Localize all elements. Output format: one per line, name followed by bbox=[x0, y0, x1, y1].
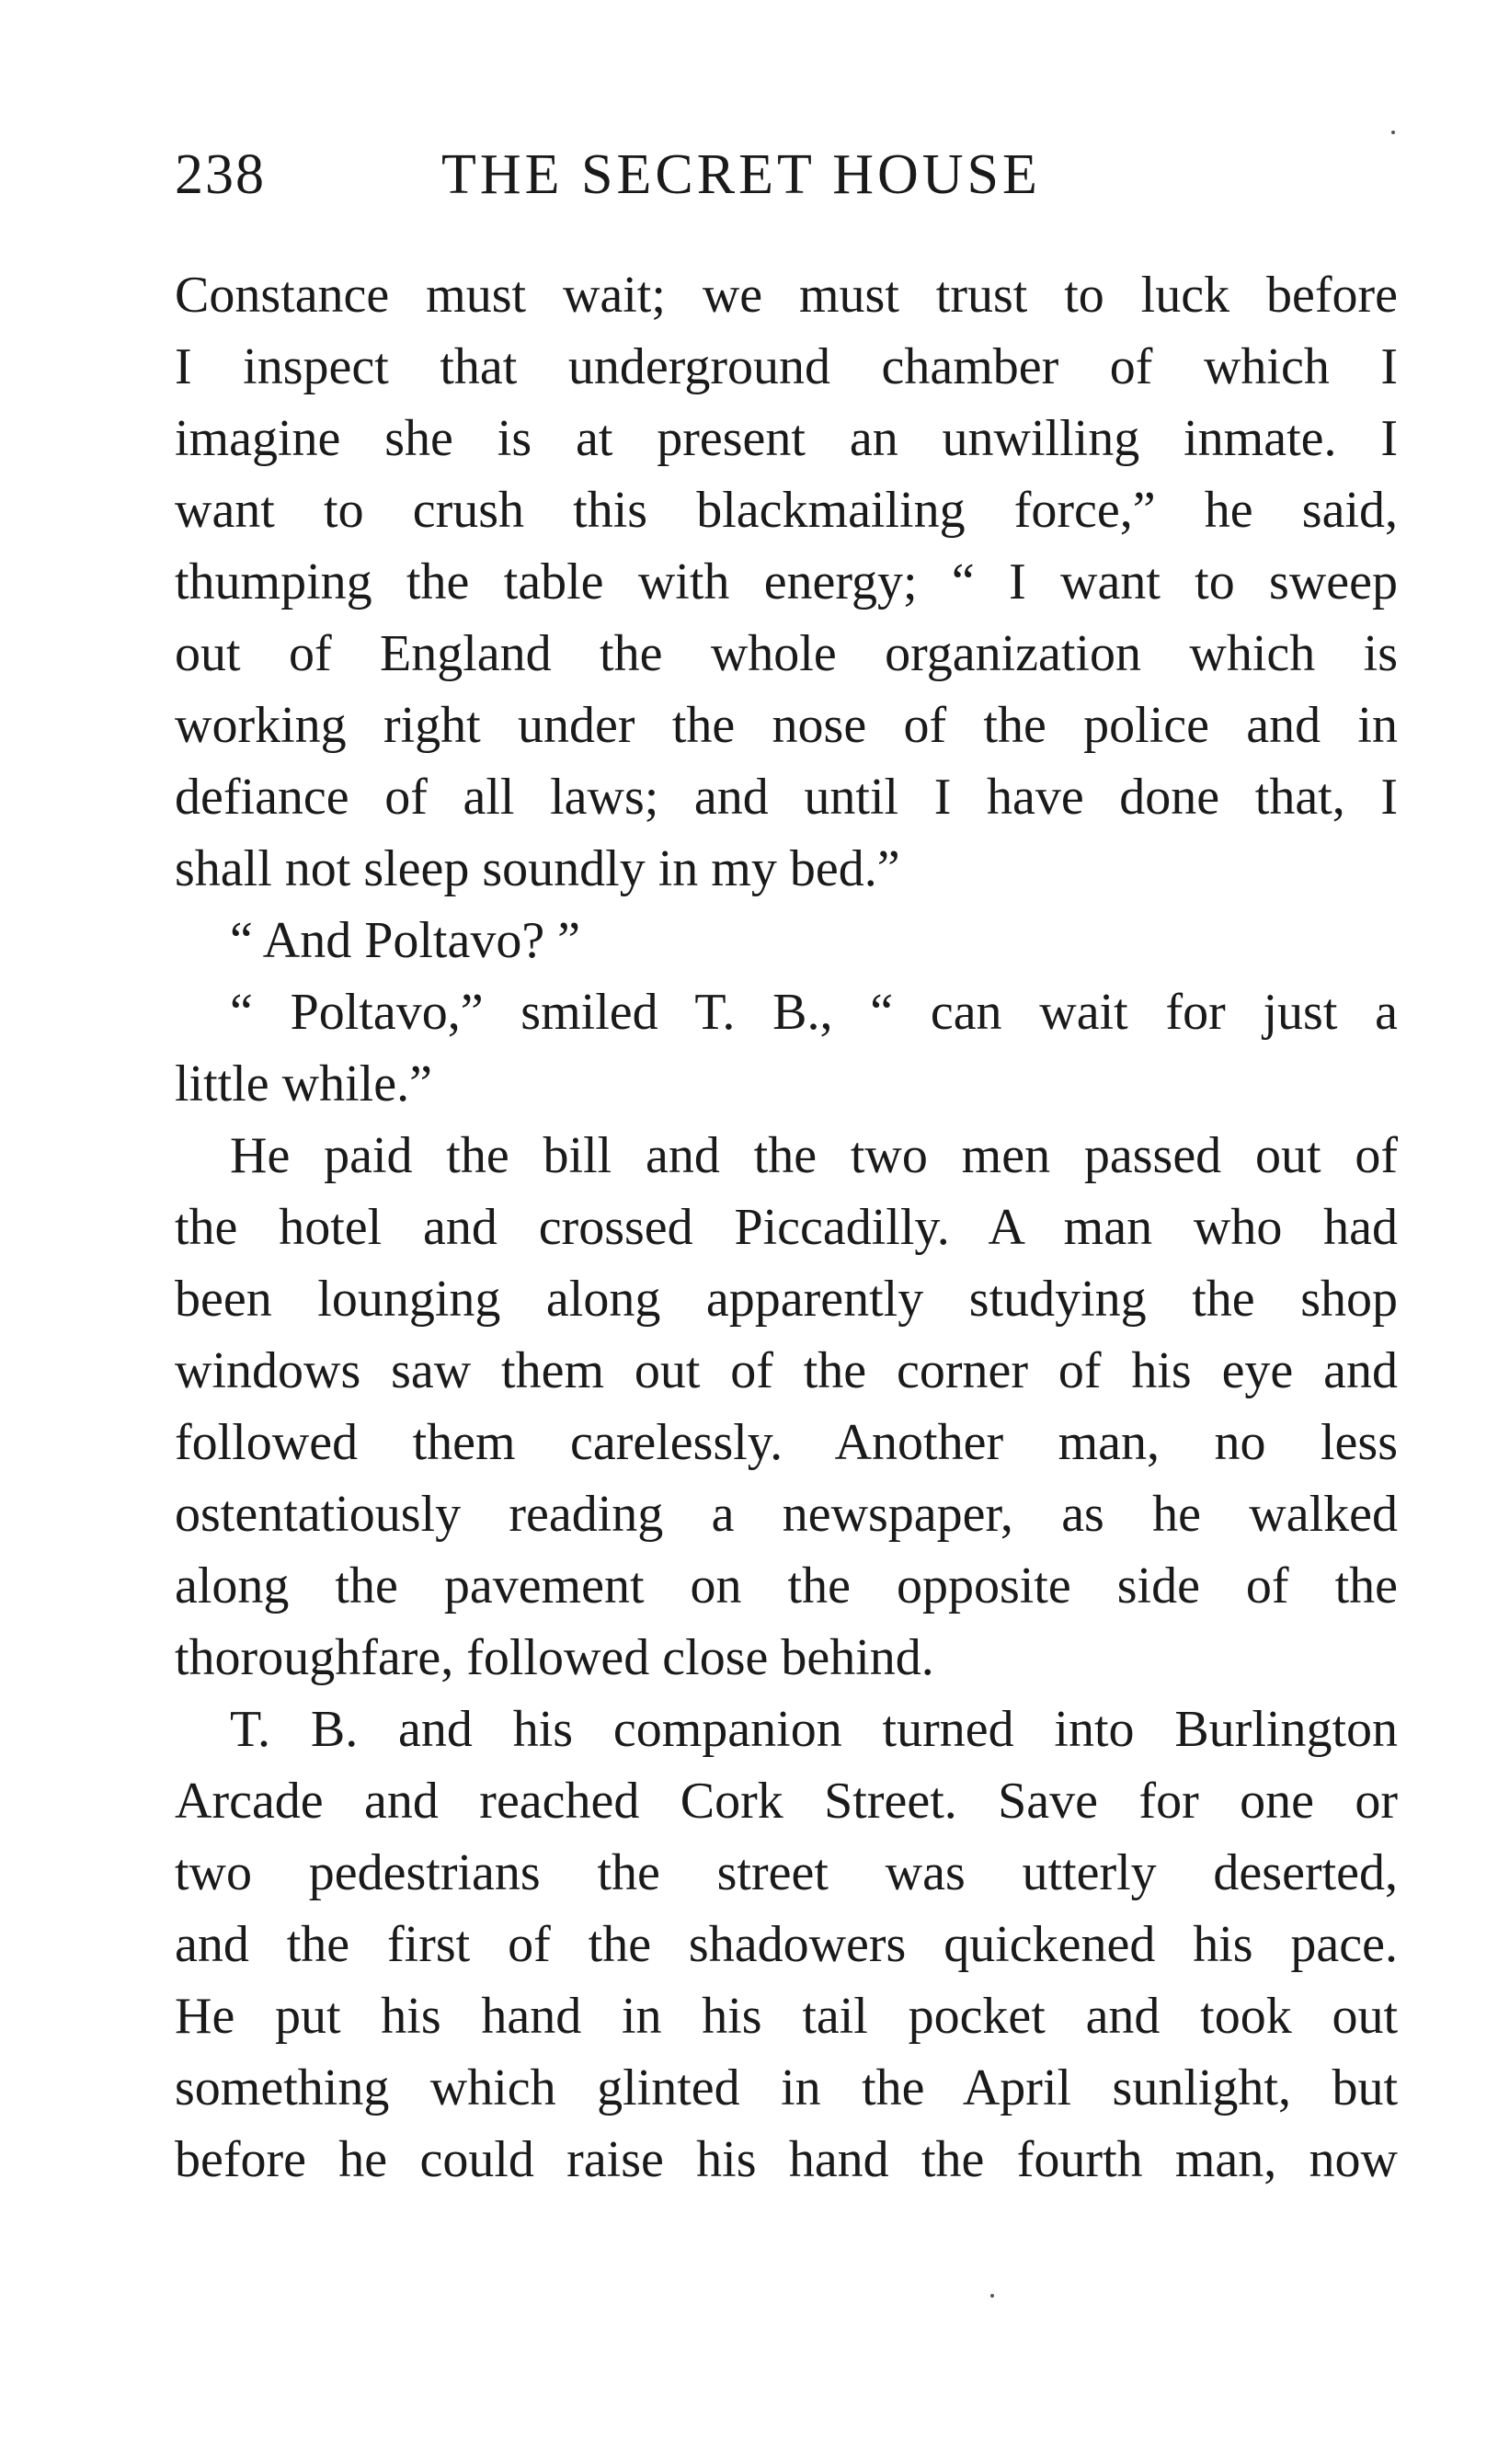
page-number: 238 bbox=[175, 143, 266, 206]
ink-speck bbox=[1391, 131, 1395, 134]
text-line: “ Poltavo,” smiled T. B., “ can wait for just a bbox=[230, 984, 1398, 1041]
text-line: working right under the nose of the police and in bbox=[175, 697, 1398, 754]
text-line: two pedestrians the street was utterly deserted, bbox=[175, 1844, 1398, 1901]
text-line: imagine she is at present an unwilling inmate. I bbox=[175, 410, 1398, 467]
text-line: want to crush this blackmailing force,” he said, bbox=[175, 482, 1398, 539]
text-line: something which glinted in the April sunlight, but bbox=[175, 2059, 1398, 2116]
running-head bbox=[175, 138, 1398, 211]
text-line: along the pavement on the opposite side of the bbox=[175, 1557, 1398, 1614]
text-line: Arcade and reached Cork Street. Save for one or bbox=[175, 1773, 1398, 1830]
ink-speck bbox=[990, 2294, 994, 2298]
text-line: the hotel and crossed Piccadilly. A man who had bbox=[175, 1199, 1398, 1256]
text-line: before he could raise his hand the fourth man, now bbox=[175, 2131, 1398, 2188]
text-line: He put his hand in his tail pocket and took out bbox=[175, 1988, 1398, 2045]
text-line: T. B. and his companion turned into Burlington bbox=[230, 1701, 1398, 1758]
text-line: defiance of all laws; and until I have done that, I bbox=[175, 769, 1398, 826]
text-line: windows saw them out of the corner of his eye and bbox=[175, 1342, 1398, 1399]
text-line: thumping the table with energy; “ I want to sweep bbox=[175, 553, 1398, 610]
body-text bbox=[175, 259, 1398, 2196]
book-title: THE SECRET HOUSE bbox=[441, 143, 1041, 206]
text-line: out of England the whole organization which is bbox=[175, 625, 1398, 682]
text-line: little while.” bbox=[175, 1055, 432, 1112]
text-line: I inspect that underground chamber of which I bbox=[175, 338, 1398, 395]
text-line: He paid the bill and the two men passed out of bbox=[230, 1127, 1398, 1184]
text-line: thoroughfare, followed close behind. bbox=[175, 1629, 934, 1686]
text-line: been lounging along apparently studying the shop bbox=[175, 1271, 1398, 1328]
text-line: “ And Poltavo? ” bbox=[230, 912, 581, 969]
text-line: and the first of the shadowers quickened his pace. bbox=[175, 1916, 1398, 1973]
text-line: ostentatiously reading a newspaper, as he walked bbox=[175, 1486, 1398, 1543]
text-line: followed them carelessly. Another man, no less bbox=[175, 1414, 1398, 1471]
text-line: Constance must wait; we must trust to luck before bbox=[175, 267, 1398, 324]
text-line: shall not sleep soundly in my bed.” bbox=[175, 840, 900, 897]
